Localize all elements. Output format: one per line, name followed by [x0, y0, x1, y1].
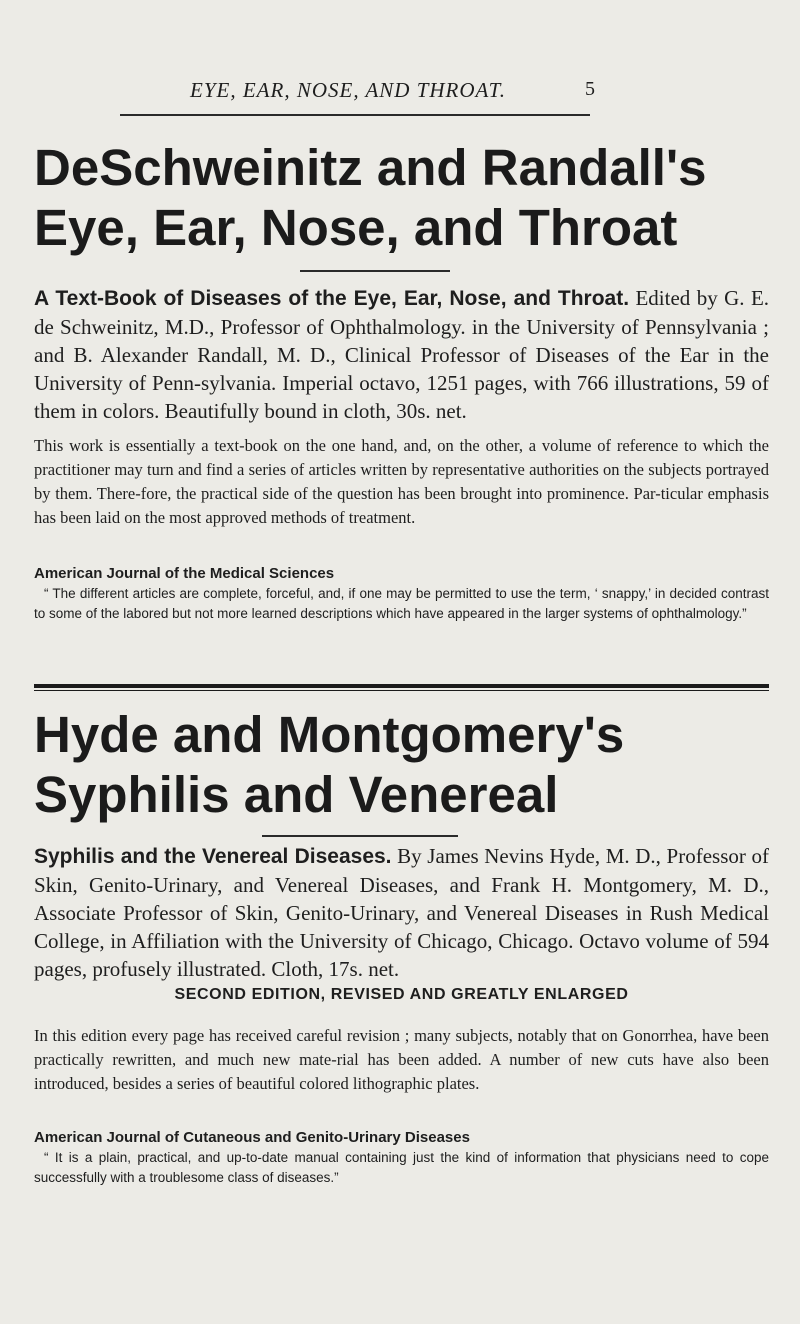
book2-lead: Syphilis and the Venereal Diseases. [34, 845, 392, 868]
section-divider-thin [34, 690, 769, 691]
book1-review-quote: “ The different articles are complete, forceful, and, if one may be permitted to use the term, ‘ snappy,’ in decided contrast to some of the labored but not more learned descriptions which have appeared in the larger systems of ophthalmology.” [34, 586, 769, 621]
book1-title-line1: DeSchweinitz and Randall's [34, 139, 707, 196]
book1-description-block [34, 284, 769, 425]
section-divider [34, 684, 769, 688]
book2-description: By James Nevins Hyde, M. D., Professor of Skin, Genito-Urinary, and Venereal Diseases, and Frank H. Montgomery, M. D., Associate Professor of Skin, Genito-Urinary, and Venereal Diseases in Rush Medical College, in Affiliation with the University of Chicago, Chicago. Octavo volume of 594 pages, profusely illustrated. Cloth, 17s. net. [34, 844, 770, 981]
book2-edition: SECOND EDITION, REVISED AND GREATLY ENLARGED [174, 986, 629, 1003]
book2-review-source: American Journal of Cutaneous and Genito-Urinary Diseases [34, 1129, 470, 1146]
book2-title-line2: Syphilis and Venereal [34, 766, 559, 823]
book1-review-source: American Journal of the Medical Sciences [34, 565, 335, 582]
book2-review-quote: “ It is a plain, practical, and up-to-date manual containing just the kind of information that physicians need to cope successfully with a troublesome class of diseases.” [34, 1150, 769, 1185]
book2-title-line1: Hyde and Montgomery's [34, 706, 625, 763]
book1-title-rule [300, 270, 450, 272]
book1-note: This work is essentially a text-book on the one hand, and, on the other, a volume of reference to which the practitioner may turn and find a series of articles written by representative authorities on the subjects portrayed by them. There-fore, the practical side of the question has been brought into prominence. Par-ticular emphasis has been laid on the most approved methods of treatment. [34, 436, 769, 527]
book2-description-block [34, 842, 769, 983]
page-number: 5 [585, 78, 595, 100]
header-rule [120, 114, 590, 116]
book2-title-rule [262, 835, 458, 837]
book1-title-line2: Eye, Ear, Nose, and Throat [34, 199, 678, 256]
book1-lead: A Text-Book of Diseases of the Eye, Ear, Nose, and Throat. [34, 287, 630, 310]
book1-description: Edited by G. E. de Schweinitz, M.D., Professor of Ophthalmology. in the University of Pennsylvania ; and B. Alexander Randall, M. D., Clinical Professor of Diseases of the Ear in the University of Penn-sylvania. Imperial octavo, 1251 pages, with 766 illustrations, 59 of them in colors. Beautifully bound in cloth, 30s. net. [34, 286, 770, 423]
book2-note: In this edition every page has received careful revision ; many subjects, notably that on Gonorrhea, have been practically rewritten, and much new mate-rial has been added. A number of new cuts have also been introduced, besides a series of beautiful colored lithographic plates. [34, 1026, 769, 1093]
running-head: EYE, EAR, NOSE, AND THROAT. [190, 78, 506, 102]
